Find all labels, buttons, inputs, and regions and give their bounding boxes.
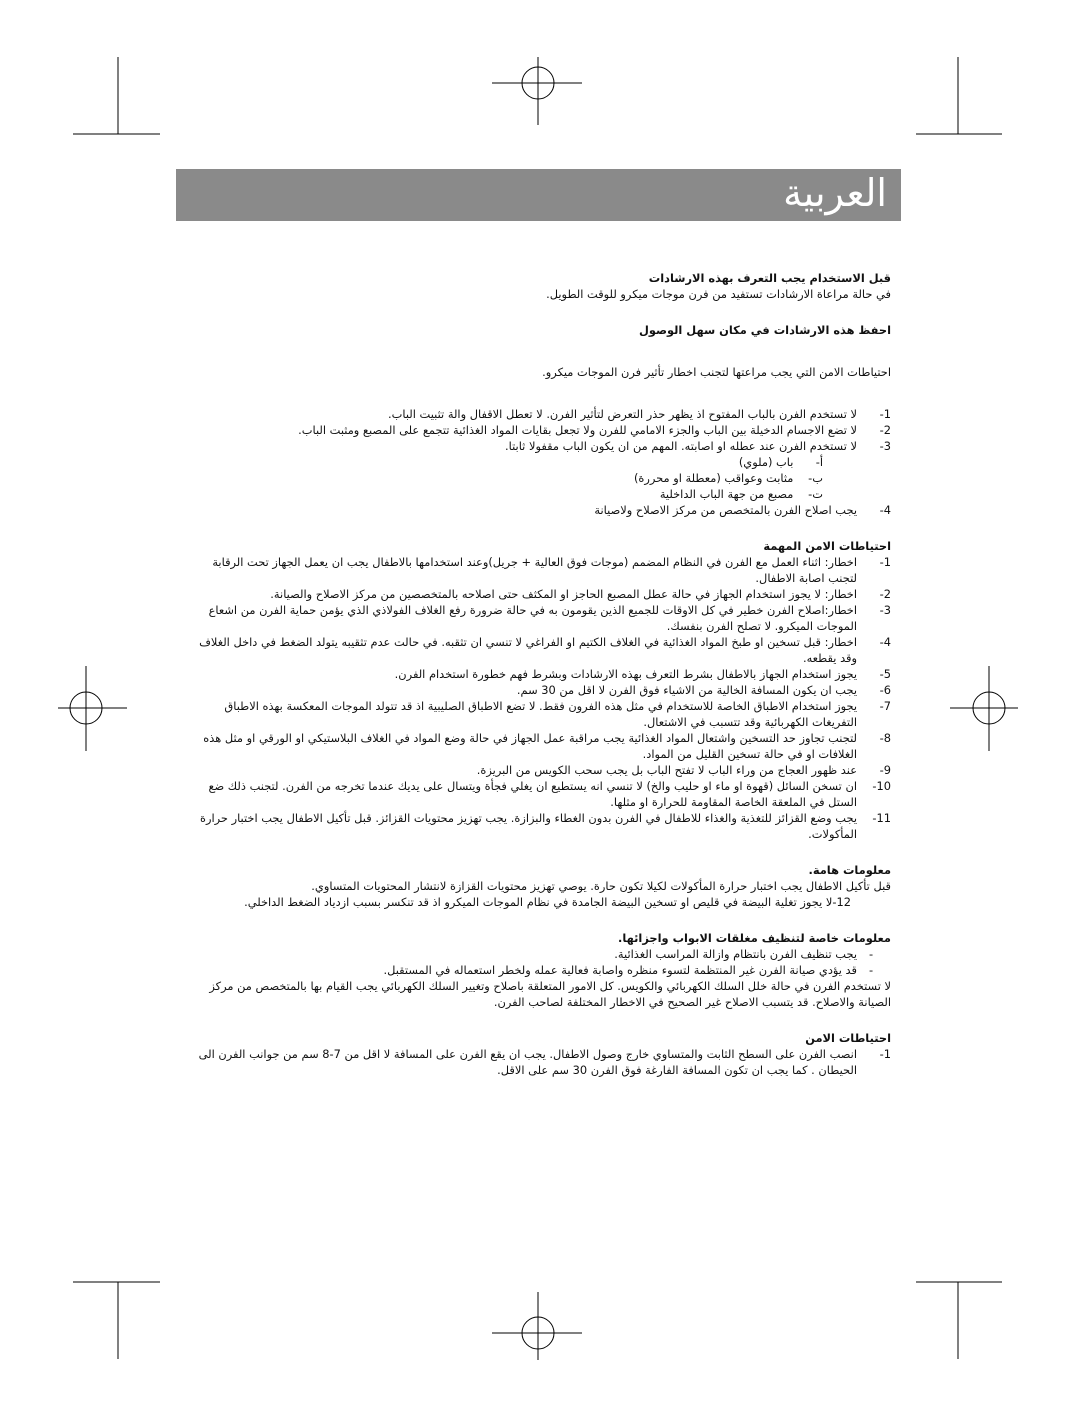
list-item: 1- انصب الفرن على السطح الثابت والمتساوي خارج وصول الاطفال. يجب ان يقع الفرن على المسافة لا اقل من 7-8 سم من جوانب الفرن الى الحيطان . كما يجب ان تكون المسافة الفارغة فوق الفرن 30 سم على الاقل. bbox=[198, 1047, 891, 1077]
important-list bbox=[190, 554, 891, 842]
sub-list-item: ت- مصبع من جهة الباب الداخلية bbox=[659, 487, 823, 501]
precautions-list bbox=[190, 406, 891, 518]
list-item: 1- لا تستخدم الفرن بالباب المفتوح اذ يظهر حذر التعرض لتأثير الفرن. لا تعطل الاقفال والة تثبيت الباب. bbox=[388, 407, 891, 421]
intro-text: في حالة مراعاة الارشادات تستفيد من فرن موجات ميكرو للوقت الطويل. bbox=[546, 287, 891, 301]
intro-heading: قبل الاستخدام يجب التعرف بهذه الارشادات bbox=[648, 271, 891, 285]
cleaning-list bbox=[190, 946, 891, 978]
list-item: 1- اخطار: اثناء العمل مع الفرن في النظام المضمم (موجات فوق العالية + جريل)وعند استخدامها بالاطفال يجب ان يعمل الجهاز تحت الرقابة لتجنب اصابة الاطفال. bbox=[212, 555, 891, 585]
list-item: 5- يجوز استخدام الجهاز بالاطفال بشرط التعرف بهذه الارشادات وبشرط فهم خطورة استخدام الفرن. bbox=[394, 667, 891, 681]
list-item: 3- لا تستخدم الفرن عند عطله او اصابته. المهم من ان يكون الباب مقفولا ثابتا. أ- باب (ملوي) ب- مثابت وعواقب (معطلة او محررة) ت- مصبع من جهة الباب الداخلية bbox=[190, 438, 891, 502]
list-item: 11- يجب وضع القزائز للتغذية والغذاء للاطفال في الفرن بدون الغطاء والبزازة. يجب تهزيز محتويات القزائز. قبل تأكيل الاطفال يجب اختبار حرارة المأكولات. bbox=[200, 811, 891, 841]
list-item: 4- اخطار: قبل تسخين او طبخ المواد الغذائية في الغلاف الكتيم او الفراغي لا تنسي ان تثقبه. في حالت عدم تثقيبه يتولد الضغط في داخل الغلاف وقد يقطعه. bbox=[199, 635, 891, 665]
language-banner bbox=[176, 169, 901, 221]
list-item: 10- ان تسخن السائل (قهوة او ماء او حليب والخ) لا تنسي انه يستطيع ان يغلي فجأة ويتسال على يديك عندما تخرجه من الفرن. لتجنب ذلك ضع الستل في الملعقة الخاصة المقاومة للحرارة او مثلها. bbox=[208, 779, 891, 809]
banner-title: العربية bbox=[783, 171, 887, 215]
registration-mark-top bbox=[492, 57, 582, 125]
list-item: 2- لا تضع الاجسام الدخيلة بين الباب والجزء الامامي للفرن ولا تجعل بقايات المواد الغذائية تتجمع على المصبع ومثبت الباب. bbox=[298, 423, 891, 437]
list-item: 8- لتجنب تجاوز حد التسخين واشتعال المواد الغذائية يجب مراقبة عمل الجهاز في حالة وضع المواد في الغلاف البلاستيكي او الورقي او مثل هذه الغلافات او في حالة تسخين القليل من المواد. bbox=[203, 731, 891, 761]
registration-mark-left bbox=[58, 666, 127, 751]
sub-list-item: أ- باب (ملوي) bbox=[738, 455, 823, 469]
info-heading: معلومات هامة. bbox=[808, 863, 891, 877]
document-body bbox=[190, 270, 891, 1078]
registration-mark-bottom bbox=[492, 1292, 582, 1360]
cleaning-paragraph: لا تستخدم الفرن في حالة خلل السلك الكهربائي والكويس. كل الامور المتعلقة باصلاح وتغيير السلك الكهربائي يجب القيام بها بالمتخصص من مركز الصيانة والاصلاح. قد يتسبب الاصلاح غير الصحيح في الاخطار المختلفة لصاحب الفرن. bbox=[209, 979, 891, 1009]
list-item: 7- يجوز استخدام الاطباق الخاصة للاستخدام في مثل هذه الفرون فقط. لا تضع الاطباق الصليبية اذ قد تتولد الموجات المعكسة بهذه الاطباق التفريغات الكهربائية وقد تتسبب في الاشتعال. bbox=[224, 699, 891, 729]
list-item: 4- يجب اصلاح الفرن بالمتخصص من مركز الاصلاح ولاصيانة bbox=[594, 503, 891, 517]
safety-heading: احتياطات الامن bbox=[805, 1031, 891, 1045]
precautions-sublist bbox=[190, 454, 857, 502]
keep-heading: احفظ هذه الارشادات في مكان سهل الوصول bbox=[638, 323, 891, 337]
list-item: - يجب تنظيف الفرن بانتظام وازالة المراسب الغذائية. bbox=[614, 947, 874, 961]
important-heading: احتياطات الامن المهمة bbox=[763, 539, 891, 553]
registration-mark-right bbox=[950, 666, 1018, 751]
list-item: - قد يؤدي صيانة الفرن غير المنتظمة لتسوء منظره واصابة فعالية عمله ولخطر استعماله في المستقبل. bbox=[383, 963, 874, 977]
list-item: 6- يجب ان يكون المسافة الخالية من الاشياء فوق الفرن لا اقل من 30 سم. bbox=[516, 683, 891, 697]
info-line-2: 12-لا يجوز تغلية البيضة في قليص او تسخين البيضة الجامدة في نظام الموجات الميكرو اذ قد تنكسر بسبب ازدياد الضغط الداخلي. bbox=[244, 895, 851, 909]
safety-list bbox=[190, 1046, 891, 1078]
list-item: 3- اخطار:اصلاح الفرن خطير في كل الاوقات للجميع الذين يقومون به في حالة ضرورة رفع الغلاف الفولاذي الذي يؤمن حماية الفرن من اشعاع الموجات الميكرو. لا تصلح الفرن بنفسك. bbox=[208, 603, 891, 633]
list-item: 9- عند ظهور العجاج من وراء الباب لا تفتح الباب بل يجب سحب الكويس من البريزة. bbox=[476, 763, 891, 777]
list-item: 2- اخطار: لا يجوز استخدام الجهاز في حالة عطل المصبع الحاجز او المكثف حتى اصلاحه بالمتخصصين من مركز الاصلاح والصيانة. bbox=[270, 587, 891, 601]
sub-list-item: ب- مثابت وعواقب (معطلة او محررة) bbox=[633, 471, 823, 485]
precautions-intro: احتياطات الامن التي يجب مراعتها لتجنب اخطار تأثير فرن الموجات ميكرو. bbox=[542, 365, 891, 379]
info-line-1: قبل تأكيل الاطفال يجب اختبار حرارة المأكولات لكيلا تكون حارة. يوصي تهزيز محتويات القزازة لانتشار المحتويات المتساوي. bbox=[311, 879, 891, 893]
cleaning-heading: معلومات خاصة لتنظيف مغلقات الابواب واجزائها. bbox=[618, 931, 891, 945]
